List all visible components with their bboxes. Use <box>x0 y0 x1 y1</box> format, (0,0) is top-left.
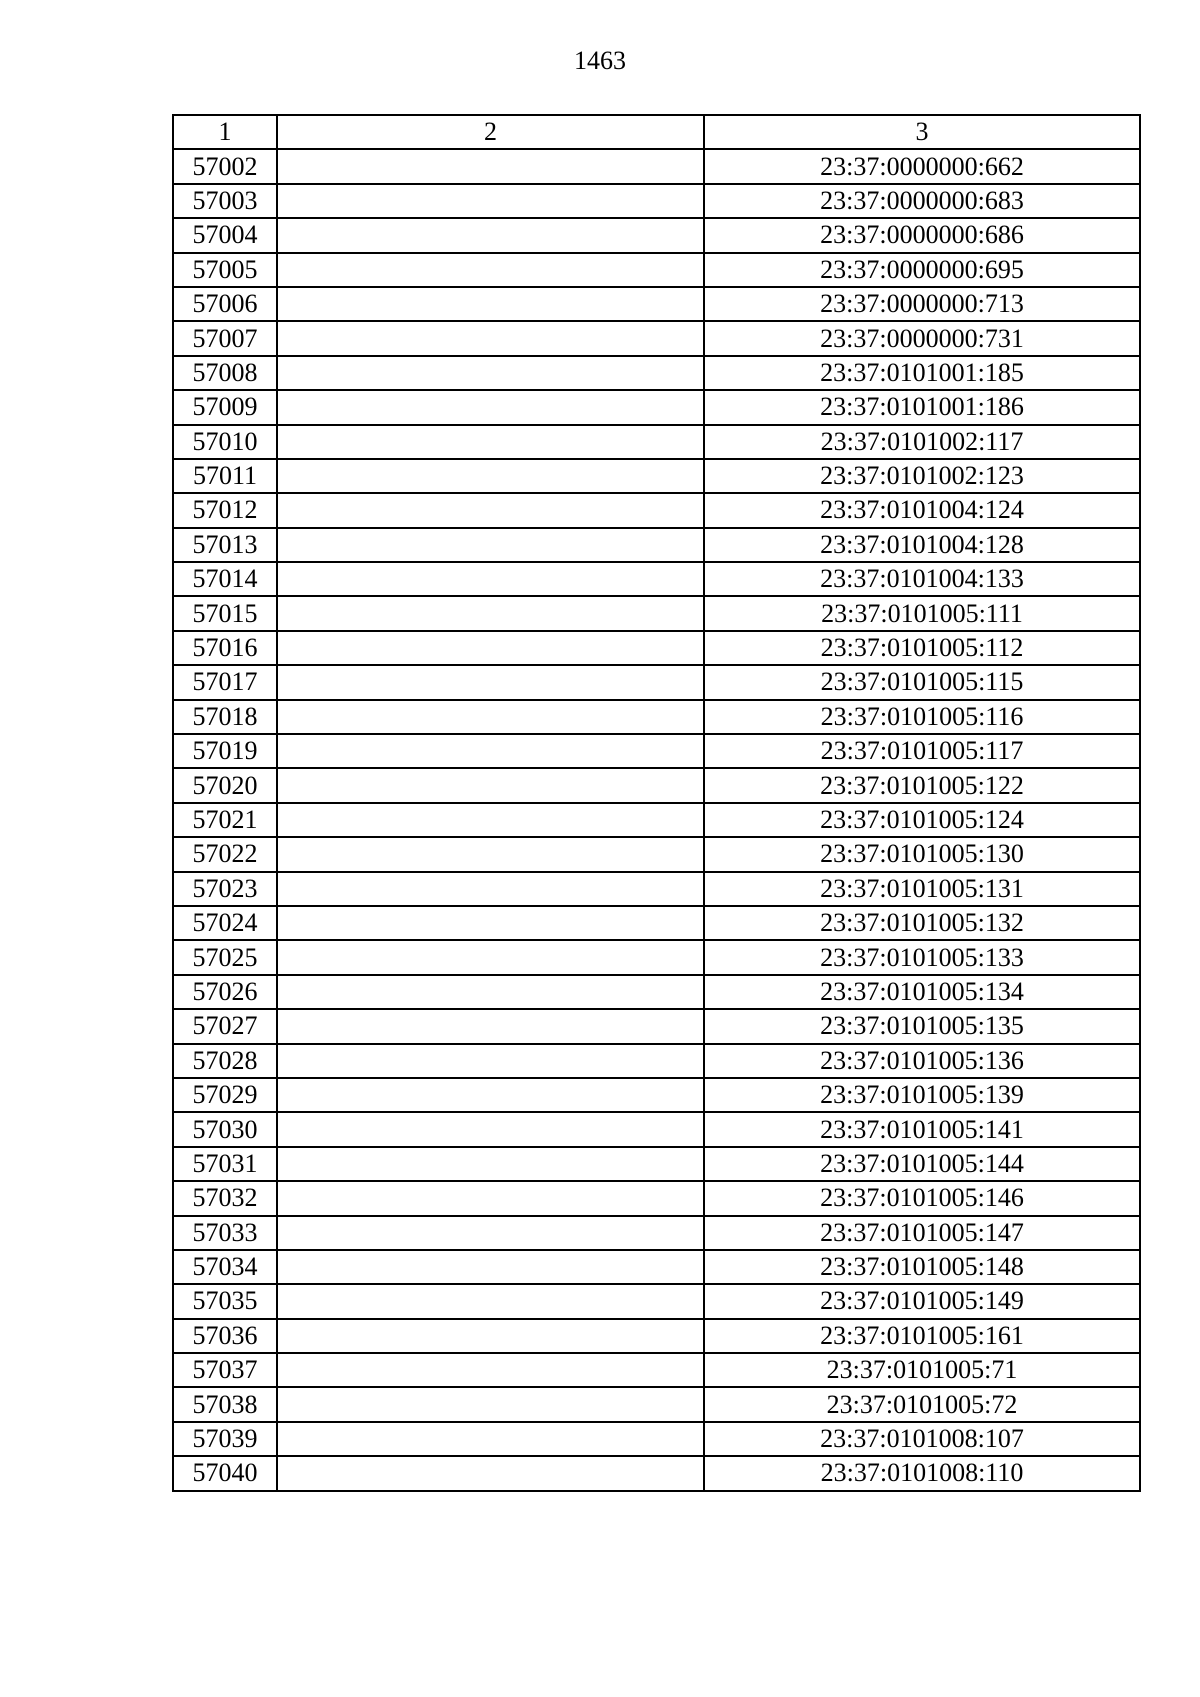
row-number-cell: 57030 <box>173 1112 277 1146</box>
row-number-cell: 57028 <box>173 1044 277 1078</box>
cadastral-number-cell: 23:37:0101005:130 <box>704 837 1140 871</box>
empty-cell <box>277 390 704 424</box>
cadastral-number-cell: 23:37:0000000:731 <box>704 321 1140 355</box>
table-row <box>173 1387 1140 1421</box>
cadastral-number-cell: 23:37:0101008:110 <box>704 1456 1140 1490</box>
cadastral-number-cell: 23:37:0000000:662 <box>704 149 1140 183</box>
table-row <box>173 1009 1140 1043</box>
cadastral-number-cell: 23:37:0101005:133 <box>704 940 1140 974</box>
cadastral-number-cell: 23:37:0101005:132 <box>704 906 1140 940</box>
table-row <box>173 631 1140 665</box>
row-number-cell: 57033 <box>173 1216 277 1250</box>
empty-cell <box>277 1250 704 1284</box>
row-number-cell: 57006 <box>173 287 277 321</box>
empty-cell <box>277 803 704 837</box>
row-number-cell: 57008 <box>173 356 277 390</box>
row-number-cell: 57026 <box>173 975 277 1009</box>
row-number-cell: 57017 <box>173 665 277 699</box>
empty-cell <box>277 1112 704 1146</box>
table-row <box>173 1216 1140 1250</box>
table-row <box>173 700 1140 734</box>
page-number: 1463 <box>574 46 626 75</box>
cadastral-number-cell: 23:37:0101001:185 <box>704 356 1140 390</box>
row-number-cell: 57021 <box>173 803 277 837</box>
cadastral-number-cell: 23:37:0101001:186 <box>704 390 1140 424</box>
empty-cell <box>277 1284 704 1318</box>
row-number-cell: 57022 <box>173 837 277 871</box>
cadastral-number-cell: 23:37:0101005:161 <box>704 1319 1140 1353</box>
row-number-cell: 57015 <box>173 596 277 630</box>
table-row <box>173 562 1140 596</box>
table-row <box>173 734 1140 768</box>
row-number-cell: 57011 <box>173 459 277 493</box>
empty-cell <box>277 1147 704 1181</box>
row-number-cell: 57003 <box>173 184 277 218</box>
table-row <box>173 528 1140 562</box>
cadastral-number-cell: 23:37:0101005:122 <box>704 768 1140 802</box>
empty-cell <box>277 493 704 527</box>
empty-cell <box>277 356 704 390</box>
cadastral-number-cell: 23:37:0000000:683 <box>704 184 1140 218</box>
table-row <box>173 803 1140 837</box>
empty-cell <box>277 700 704 734</box>
empty-cell <box>277 1078 704 1112</box>
cadastral-number-cell: 23:37:0101002:117 <box>704 425 1140 459</box>
table-row <box>173 1456 1140 1490</box>
empty-cell <box>277 425 704 459</box>
table-body <box>173 149 1140 1490</box>
cadastral-number-cell: 23:37:0101005:135 <box>704 1009 1140 1043</box>
cadastral-number-cell: 23:37:0101005:112 <box>704 631 1140 665</box>
row-number-cell: 57018 <box>173 700 277 734</box>
row-number-cell: 57019 <box>173 734 277 768</box>
cadastral-number-cell: 23:37:0101005:141 <box>704 1112 1140 1146</box>
cadastral-number-cell: 23:37:0101005:72 <box>704 1387 1140 1421</box>
table-row <box>173 390 1140 424</box>
cadastral-number-cell: 23:37:0000000:713 <box>704 287 1140 321</box>
table-row <box>173 184 1140 218</box>
cadastral-number-cell: 23:37:0101005:134 <box>704 975 1140 1009</box>
empty-cell <box>277 940 704 974</box>
row-number-cell: 57005 <box>173 253 277 287</box>
row-number-cell: 57036 <box>173 1319 277 1353</box>
cadastral-number-cell: 23:37:0101005:111 <box>704 596 1140 630</box>
table-row <box>173 287 1140 321</box>
table-row <box>173 1422 1140 1456</box>
row-number-cell: 57029 <box>173 1078 277 1112</box>
table-row <box>173 459 1140 493</box>
row-number-cell: 57020 <box>173 768 277 802</box>
cadastral-number-cell: 23:37:0101004:133 <box>704 562 1140 596</box>
table-row <box>173 768 1140 802</box>
empty-cell <box>277 562 704 596</box>
column-header-3: 3 <box>704 115 1140 149</box>
table-row <box>173 1284 1140 1318</box>
table-row <box>173 1181 1140 1215</box>
table-row <box>173 837 1140 871</box>
table-row <box>173 1147 1140 1181</box>
row-number-cell: 57038 <box>173 1387 277 1421</box>
table-row <box>173 940 1140 974</box>
table-row <box>173 1044 1140 1078</box>
row-number-cell: 57002 <box>173 149 277 183</box>
empty-cell <box>277 1353 704 1387</box>
empty-cell <box>277 768 704 802</box>
cadastral-number-cell: 23:37:0101005:149 <box>704 1284 1140 1318</box>
row-number-cell: 57004 <box>173 218 277 252</box>
row-number-cell: 57035 <box>173 1284 277 1318</box>
column-header-2: 2 <box>277 115 704 149</box>
table-row <box>173 1250 1140 1284</box>
empty-cell <box>277 631 704 665</box>
table-row <box>173 1319 1140 1353</box>
row-number-cell: 57027 <box>173 1009 277 1043</box>
cadastral-number-cell: 23:37:0101004:128 <box>704 528 1140 562</box>
table-row <box>173 493 1140 527</box>
empty-cell <box>277 906 704 940</box>
empty-cell <box>277 1422 704 1456</box>
empty-cell <box>277 975 704 1009</box>
cadastral-number-cell: 23:37:0000000:695 <box>704 253 1140 287</box>
empty-cell <box>277 459 704 493</box>
table-row <box>173 872 1140 906</box>
table-row <box>173 218 1140 252</box>
empty-cell <box>277 837 704 871</box>
row-number-cell: 57023 <box>173 872 277 906</box>
table-header-row <box>173 115 1140 149</box>
table-row <box>173 1112 1140 1146</box>
empty-cell <box>277 734 704 768</box>
cadastral-number-cell: 23:37:0101005:146 <box>704 1181 1140 1215</box>
cadastral-number-cell: 23:37:0101005:136 <box>704 1044 1140 1078</box>
empty-cell <box>277 872 704 906</box>
empty-cell <box>277 218 704 252</box>
empty-cell <box>277 596 704 630</box>
cadastral-number-cell: 23:37:0101005:116 <box>704 700 1140 734</box>
empty-cell <box>277 287 704 321</box>
empty-cell <box>277 1387 704 1421</box>
table-row <box>173 1078 1140 1112</box>
empty-cell <box>277 253 704 287</box>
cadastral-number-cell: 23:37:0101002:123 <box>704 459 1140 493</box>
row-number-cell: 57010 <box>173 425 277 459</box>
cadastral-number-cell: 23:37:0101005:139 <box>704 1078 1140 1112</box>
empty-cell <box>277 665 704 699</box>
row-number-cell: 57016 <box>173 631 277 665</box>
empty-cell <box>277 1181 704 1215</box>
empty-cell <box>277 1319 704 1353</box>
empty-cell <box>277 184 704 218</box>
row-number-cell: 57034 <box>173 1250 277 1284</box>
table-row <box>173 149 1140 183</box>
table-row <box>173 356 1140 390</box>
cadastral-number-cell: 23:37:0101005:124 <box>704 803 1140 837</box>
cadastral-number-cell: 23:37:0101005:144 <box>704 1147 1140 1181</box>
empty-cell <box>277 1216 704 1250</box>
row-number-cell: 57032 <box>173 1181 277 1215</box>
table-row <box>173 975 1140 1009</box>
table-row <box>173 906 1140 940</box>
cadastral-number-cell: 23:37:0101005:131 <box>704 872 1140 906</box>
cadastral-number-cell: 23:37:0101005:117 <box>704 734 1140 768</box>
empty-cell <box>277 149 704 183</box>
cadastral-number-cell: 23:37:0101005:147 <box>704 1216 1140 1250</box>
row-number-cell: 57013 <box>173 528 277 562</box>
row-number-cell: 57024 <box>173 906 277 940</box>
row-number-cell: 57009 <box>173 390 277 424</box>
row-number-cell: 57039 <box>173 1422 277 1456</box>
row-number-cell: 57037 <box>173 1353 277 1387</box>
empty-cell <box>277 1456 704 1490</box>
row-number-cell: 57040 <box>173 1456 277 1490</box>
empty-cell <box>277 528 704 562</box>
column-header-1: 1 <box>173 115 277 149</box>
registry-table <box>172 114 1141 1492</box>
table-row <box>173 253 1140 287</box>
cadastral-number-cell: 23:37:0101004:124 <box>704 493 1140 527</box>
cadastral-number-cell: 23:37:0000000:686 <box>704 218 1140 252</box>
table-row <box>173 321 1140 355</box>
table-row <box>173 665 1140 699</box>
table-row <box>173 1353 1140 1387</box>
empty-cell <box>277 1044 704 1078</box>
cadastral-number-cell: 23:37:0101008:107 <box>704 1422 1140 1456</box>
table-row <box>173 596 1140 630</box>
row-number-cell: 57007 <box>173 321 277 355</box>
empty-cell <box>277 1009 704 1043</box>
empty-cell <box>277 321 704 355</box>
row-number-cell: 57012 <box>173 493 277 527</box>
cadastral-number-cell: 23:37:0101005:71 <box>704 1353 1140 1387</box>
row-number-cell: 57014 <box>173 562 277 596</box>
row-number-cell: 57025 <box>173 940 277 974</box>
cadastral-number-cell: 23:37:0101005:148 <box>704 1250 1140 1284</box>
cadastral-number-cell: 23:37:0101005:115 <box>704 665 1140 699</box>
row-number-cell: 57031 <box>173 1147 277 1181</box>
table-row <box>173 425 1140 459</box>
